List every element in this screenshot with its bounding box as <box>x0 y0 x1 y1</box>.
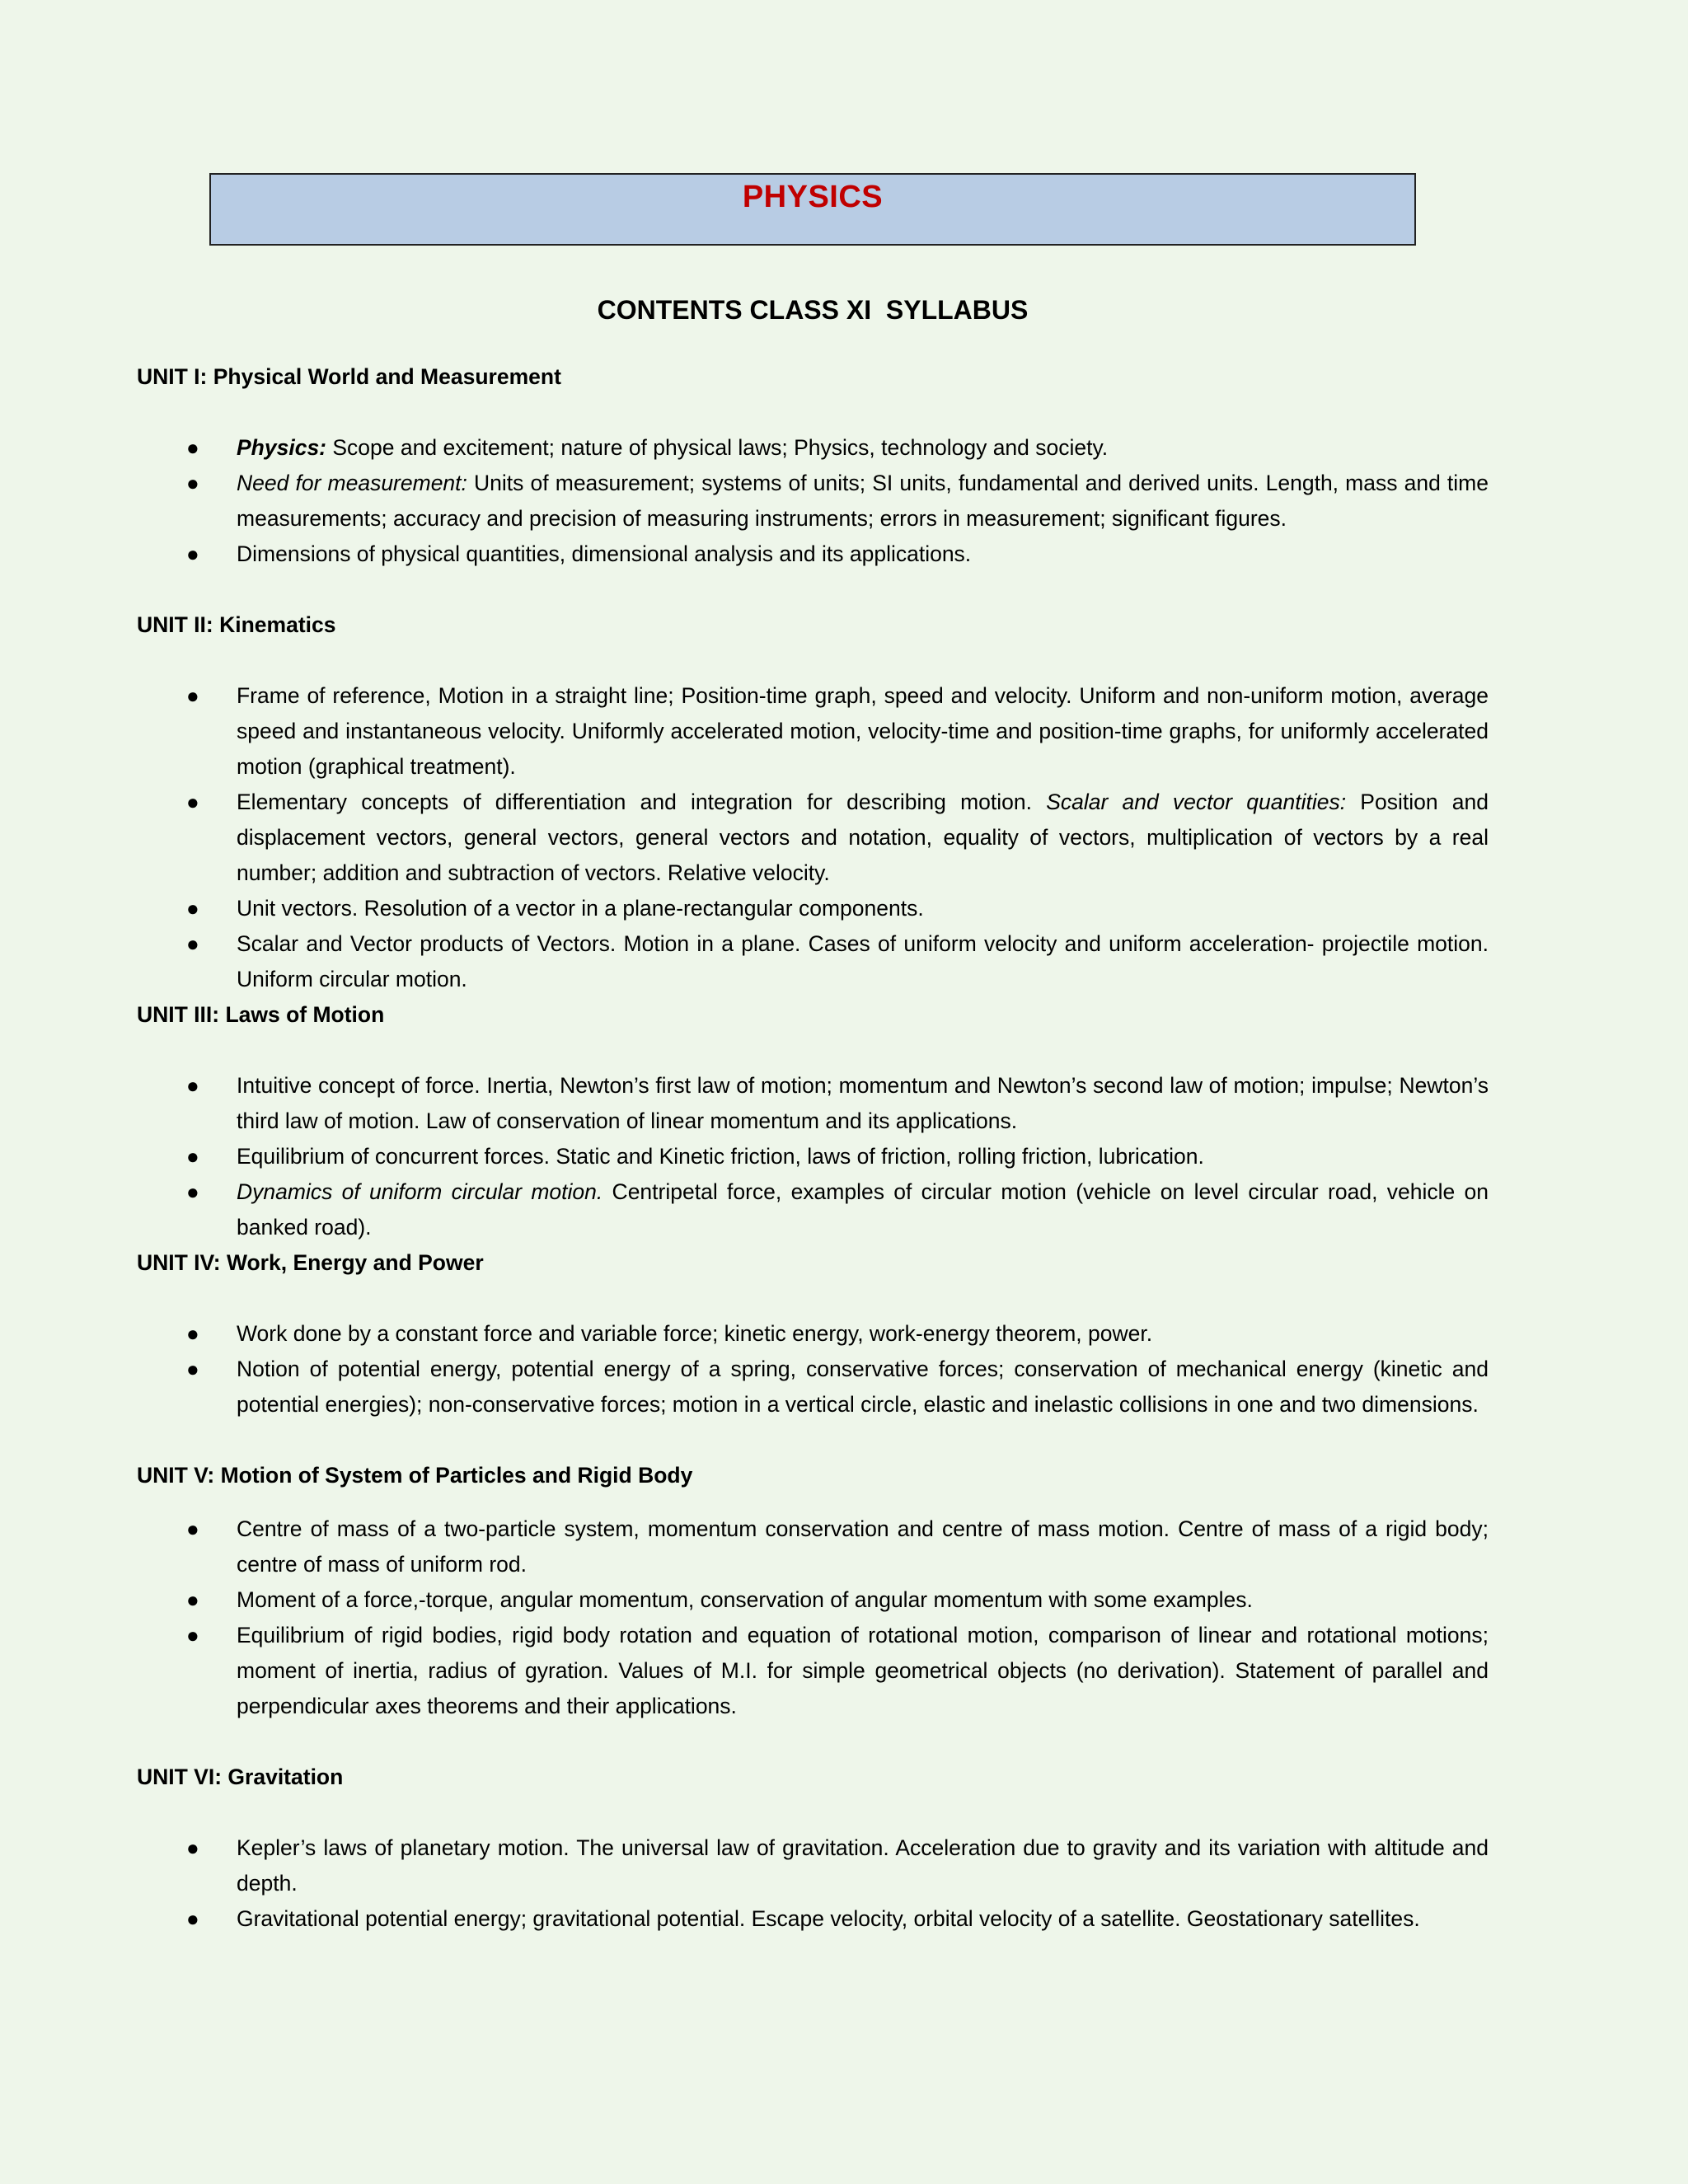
list-item <box>137 926 1489 997</box>
bullet-icon: ● <box>186 541 199 566</box>
item-text: Equilibrium of rigid bodies, rigid body rotation and equation of rotational motion, comparison of linear and rotational motions; moment of inertia, radius of gyration. Values of M.I. for simple geometrical objects (no derivation). Statement of parallel and perpendicular axes theorems and their applications. <box>237 1623 1489 1718</box>
list-item <box>137 1511 1489 1582</box>
unit-section <box>137 359 1489 572</box>
unit-item-list <box>137 678 1489 997</box>
page-title: PHYSICS <box>742 180 884 214</box>
unit-title: UNIT II: Kinematics <box>137 612 336 637</box>
list-item <box>137 1901 1489 1937</box>
item-text: Centripetal force, examples of circular motion (vehicle on level circular road, vehicle on banked road). <box>237 1179 1489 1240</box>
bullet-icon: ● <box>186 896 199 921</box>
list-item <box>137 466 1489 537</box>
item-emphasis: Scalar and vector quantities: <box>1046 790 1347 814</box>
bullet-icon: ● <box>186 1357 199 1381</box>
item-text: Moment of a force,-torque, angular momentum, conservation of angular momentum with some examples. <box>237 1587 1253 1612</box>
item-text: Kepler’s laws of planetary motion. The universal law of gravitation. Acceleration due to gravity and its variation with altitude and depth. <box>237 1835 1489 1896</box>
item-lead: Need for measurement: <box>237 471 467 495</box>
item-text: Work done by a constant force and variable force; kinetic energy, work-energy theorem, power. <box>237 1321 1153 1346</box>
item-text: Centre of mass of a two-particle system, momentum conservation and centre of mass motion. Centre of mass of a rigid body; centre of mass of uniform rod. <box>237 1516 1489 1577</box>
list-item <box>137 430 1489 466</box>
list-item <box>137 785 1489 891</box>
unit-item-list <box>137 1511 1489 1724</box>
unit-item-list <box>137 430 1489 572</box>
item-text: Frame of reference, Motion in a straight line; Position-time graph, speed and velocity. Uniform and non-uniform motion, average speed and instantaneous velocity. Uniformly accelerated motion, velocity-time and position-time graphs, for uniformly accelerated motion (graphical treatment). <box>237 683 1489 779</box>
list-item <box>137 678 1489 785</box>
bullet-icon: ● <box>186 790 199 814</box>
bullet-icon: ● <box>186 1906 199 1931</box>
unit-title: UNIT V: Motion of System of Particles and Rigid Body <box>137 1463 693 1488</box>
unit-title: UNIT IV: Work, Energy and Power <box>137 1250 484 1275</box>
unit-section <box>137 1245 1489 1422</box>
unit-title: UNIT I: Physical World and Measurement <box>137 364 561 389</box>
bullet-icon: ● <box>186 1516 199 1541</box>
item-text: Dimensions of physical quantities, dimensional analysis and its applications. <box>237 541 972 566</box>
unit-section <box>137 997 1489 1245</box>
unit-item-list <box>137 1316 1489 1422</box>
bullet-icon: ● <box>186 1321 199 1346</box>
item-text: Equilibrium of concurrent forces. Static and Kinetic friction, laws of friction, rolling friction, lubrication. <box>237 1144 1204 1169</box>
unit-section <box>137 1458 1489 1724</box>
bullet-icon: ● <box>186 1623 199 1647</box>
item-text: Notion of potential energy, potential energy of a spring, conservative forces; conservation of mechanical energy (kinetic and potential energies); non-conservative forces; motion in a vertical circle, elastic and inelastic collisions in one and two dimensions. <box>237 1357 1489 1417</box>
item-text: Elementary concepts of differentiation and integration for describing motion. <box>237 790 1047 814</box>
unit-title: UNIT III: Laws of Motion <box>137 1002 385 1027</box>
unit-title: UNIT VI: Gravitation <box>137 1765 344 1789</box>
item-text: Unit vectors. Resolution of a vector in a plane-rectangular components. <box>237 896 924 921</box>
title-banner <box>209 173 1416 246</box>
list-item <box>137 1316 1489 1352</box>
item-text: Scalar and Vector products of Vectors. Motion in a plane. Cases of uniform velocity and uniform acceleration- projectile motion. Uniform circular motion. <box>237 931 1489 991</box>
list-item <box>137 537 1489 572</box>
unit-item-list <box>137 1068 1489 1245</box>
unit-section <box>137 607 1489 997</box>
item-text: Units of measurement; systems of units; SI units, fundamental and derived units. Length, mass and time measurements; accuracy and precision of measuring instruments; errors in measurement; significant figures. <box>237 471 1489 531</box>
bullet-icon: ● <box>186 931 199 956</box>
bullet-icon: ● <box>186 1835 199 1860</box>
item-text: Gravitational potential energy; gravitational potential. Escape velocity, orbital velocity of a satellite. Geostationary satellites. <box>237 1906 1420 1931</box>
unit-item-list <box>137 1830 1489 1937</box>
item-lead: Dynamics of uniform circular motion. <box>237 1179 603 1204</box>
list-item <box>137 1618 1489 1724</box>
list-item <box>137 1139 1489 1174</box>
bullet-icon: ● <box>186 1179 199 1204</box>
item-text-tail: Position and displacement vectors, general vectors, general vectors and notation, equality of vectors, multiplication of vectors by a real number; addition and subtraction of vectors. Relative velocity. <box>237 790 1489 885</box>
list-item <box>137 1174 1489 1245</box>
list-item <box>137 1068 1489 1139</box>
bullet-icon: ● <box>186 1073 199 1098</box>
item-lead: Physics: <box>237 435 327 460</box>
list-item <box>137 891 1489 926</box>
item-text: Scope and excitement; nature of physical laws; Physics, technology and society. <box>326 435 1109 460</box>
list-item <box>137 1352 1489 1422</box>
bullet-icon: ● <box>186 1587 199 1612</box>
list-item <box>137 1582 1489 1618</box>
bullet-icon: ● <box>186 435 199 460</box>
list-item <box>137 1830 1489 1901</box>
bullet-icon: ● <box>186 1144 199 1169</box>
unit-section <box>137 1760 1489 1937</box>
syllabus-document <box>137 285 1489 1937</box>
item-text: Intuitive concept of force. Inertia, Newton’s first law of motion; momentum and Newton’s second law of motion; impulse; Newton’s third law of motion. Law of conservation of linear momentum and its applications. <box>237 1073 1489 1133</box>
contents-heading: CONTENTS CLASS XI SYLLABUS <box>597 295 1029 325</box>
bullet-icon: ● <box>186 683 199 708</box>
bullet-icon: ● <box>186 471 199 495</box>
